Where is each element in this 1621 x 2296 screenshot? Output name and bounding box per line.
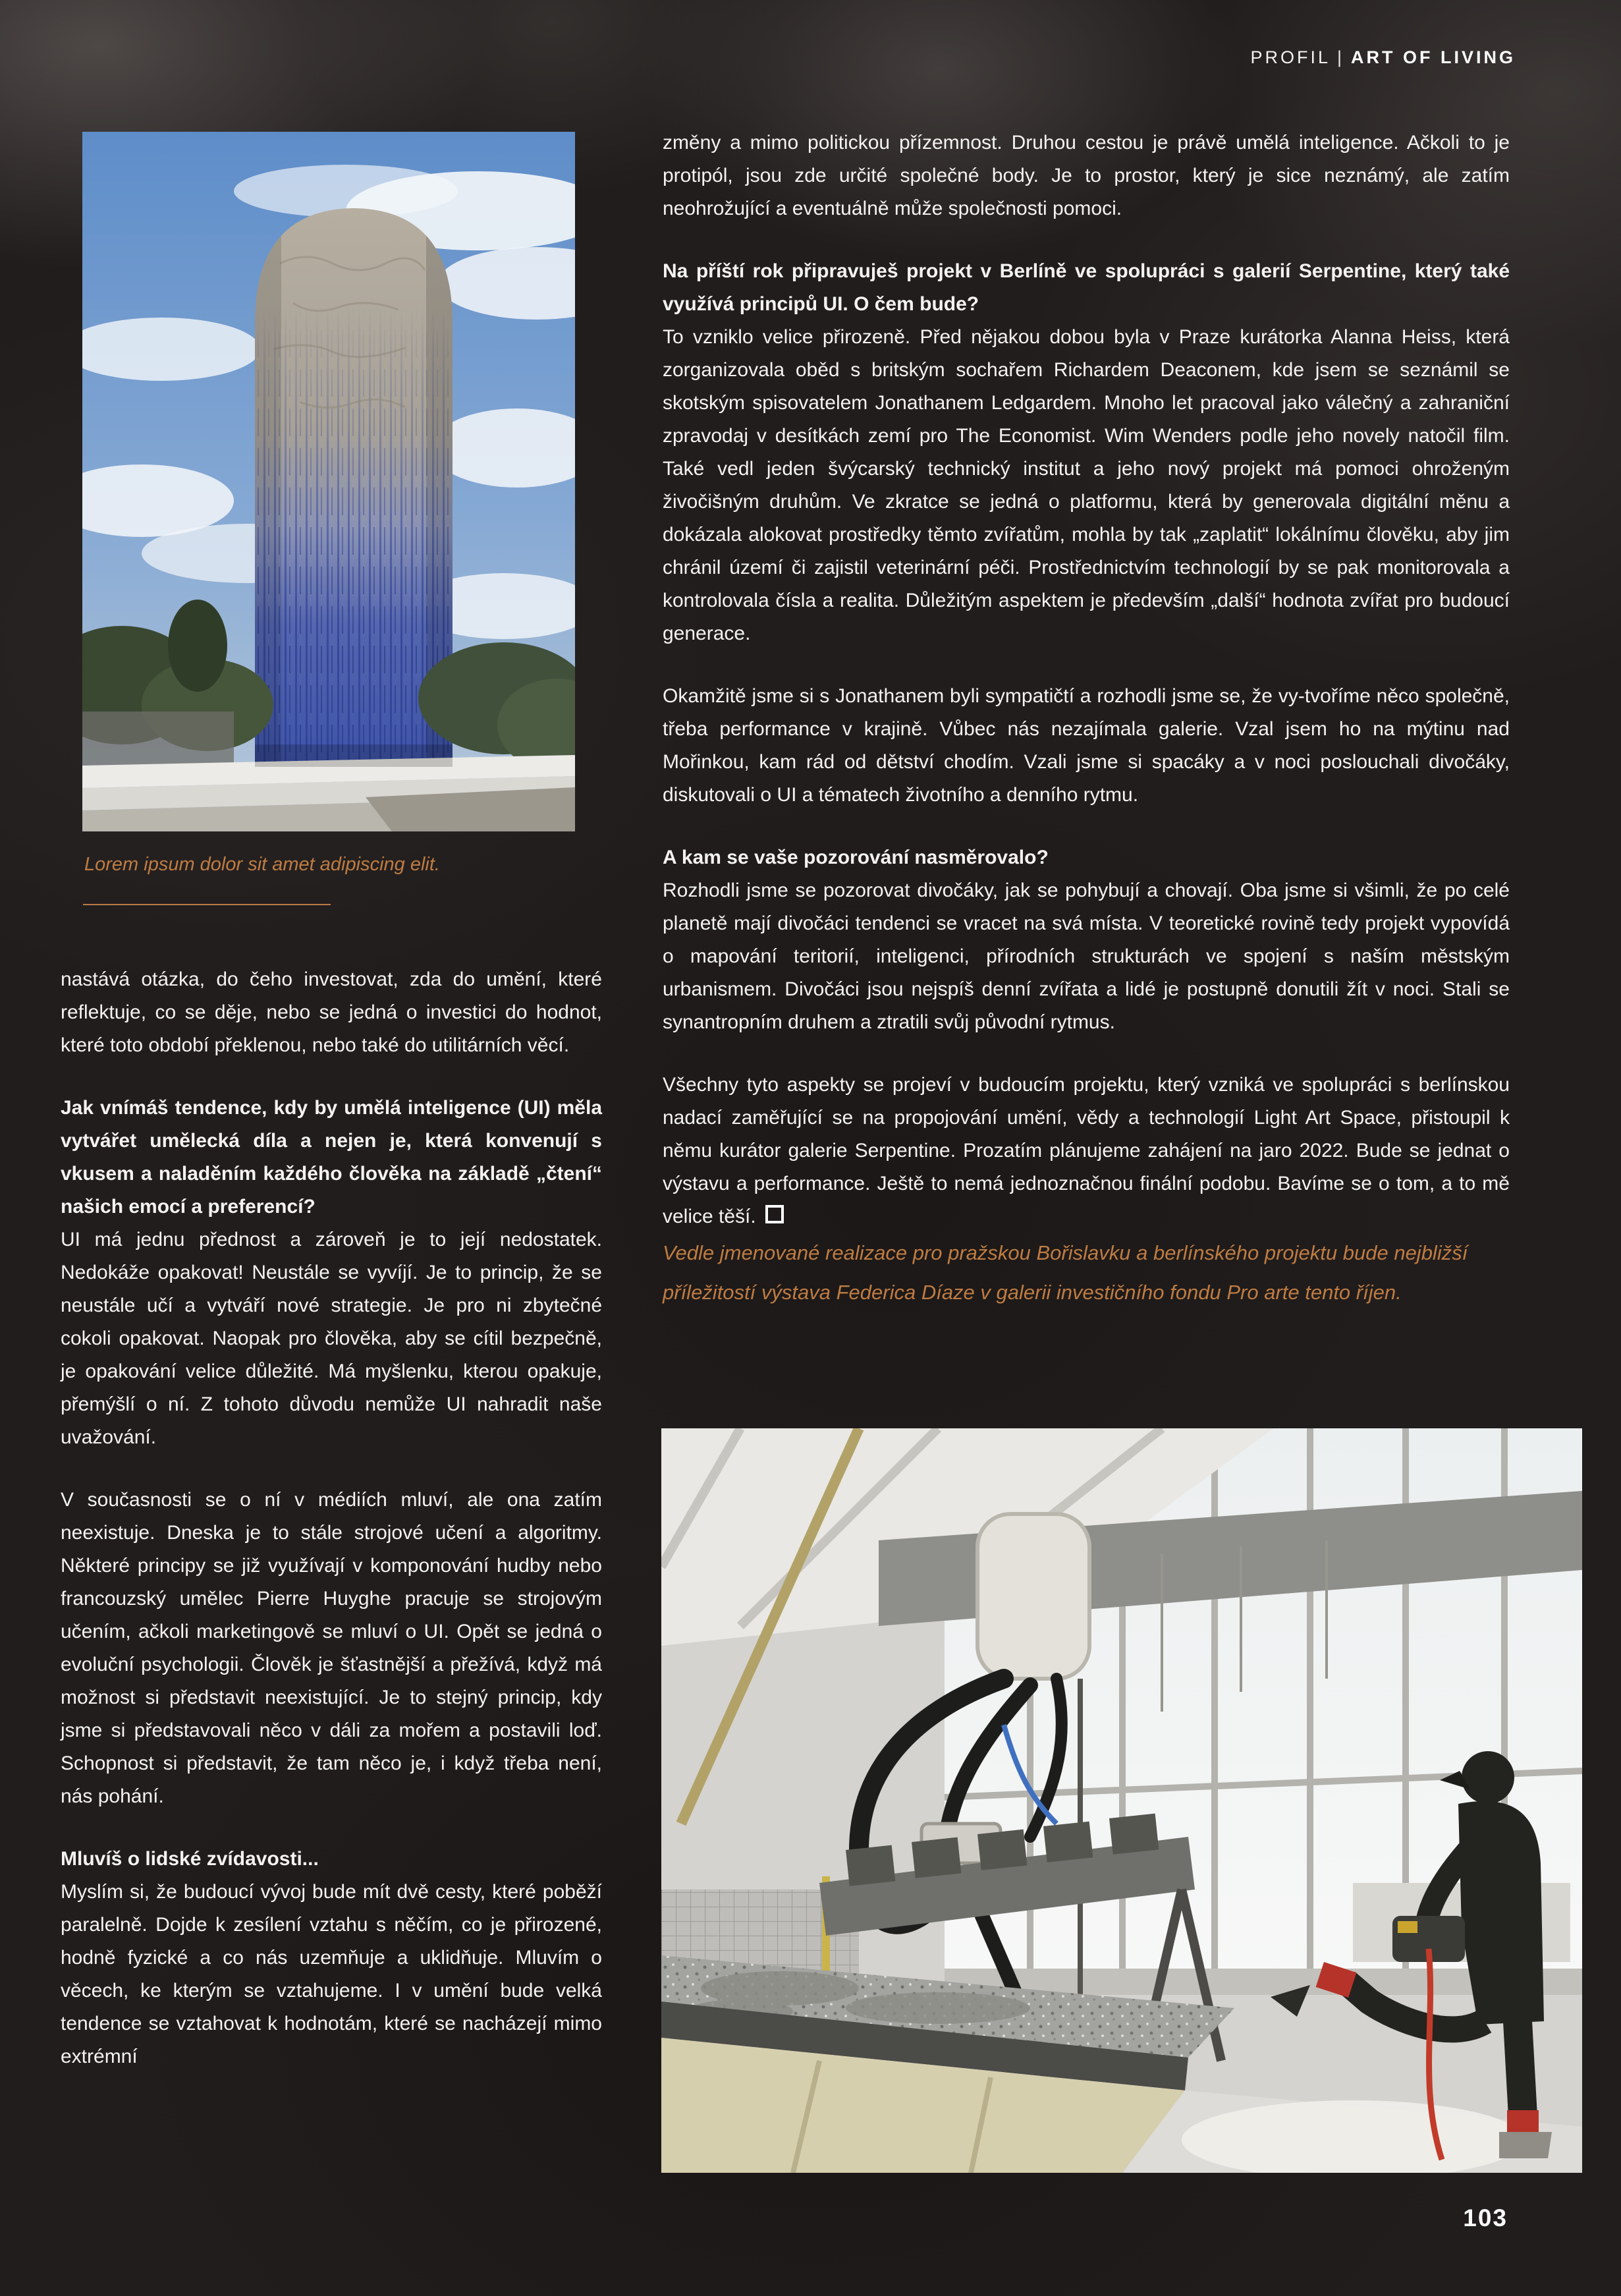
robot-milling-illustration bbox=[661, 1428, 1582, 2173]
interview-question: Na příští rok připravuješ projekt v Berlíně ve spolupráci s galerií Serpentine, který také využívá principů UI. O čem bude? bbox=[663, 260, 1510, 315]
tower-sculpture-photo bbox=[82, 132, 575, 831]
section-label: PROFIL bbox=[1250, 47, 1331, 67]
page-number: 103 bbox=[1463, 2204, 1508, 2231]
interview-question: Jak vnímáš tendence, kdy by umělá inteligence (UI) měla vytvářet umělecká díla a nejen je, která konvenují s vkusem a naladěním každého člověka na základě „čtení“ našich emocí a preferencí? bbox=[61, 1097, 602, 1218]
paragraph bbox=[663, 1069, 1510, 1233]
end-of-article-marker bbox=[765, 1205, 784, 1223]
paragraph: Rozhodli jsme se pozorovat divočáky, jak se pohybují a chovají. Oba jsme si všimli, že po celé planetě mají divočáci tendenci se vracet na svá místa. V teoretické rovině tedy projekt vypovídá o mapování teritorií, inteligenci, přírodních strukturách ve spojení s naším městským urbanismem. Divočáci jsou nejspíš denní zvířata a lidé je postupně donutili žít v noci. Stali se synantropním druhem a ztratili svůj původní rytmus. bbox=[663, 880, 1510, 1033]
fence bbox=[82, 712, 234, 768]
tower-sculpture-illustration bbox=[82, 132, 575, 831]
photo-caption: Lorem ipsum dolor sit amet adipiscing elit. bbox=[84, 854, 440, 875]
red-sock-2 bbox=[1507, 2110, 1539, 2133]
paragraph: Okamžitě jsme si s Jonathanem byli sympatičtí a rozhodli jsme se, že vy-tvoříme něco společně, třeba performance v krajině. Vůbec nás nezajímala galerie. Vzal jsem ho na mýtinu nad Mořinkou, kam rád od dětství chodím. Vzali jsme si spacáky a v noci poslouchali divočáky, diskutovali o UI a tématech životního a denního rytmu. bbox=[663, 685, 1510, 806]
robot-milling-photo bbox=[661, 1428, 1582, 2173]
paragraph: Myslím si, že budoucí vývoj bude mít dvě cesty, které poběží paralelně. Dojde k zesílení vztahu s něčím, co je přirozené, hodně fyzické a co nás uzemňuje a uklidňuje. Mluvím o věcech, ke kterým se vztahujeme. I v umění bude velká tendence se vztahovat k hodnotám, které se nacházejí mimo extrémní bbox=[61, 1881, 602, 2067]
caption-divider-rule bbox=[83, 904, 331, 905]
right-text-column bbox=[663, 126, 1510, 1312]
paragraph: V současnosti se o ní v médiích mluví, ale ona zatím neexistuje. Dneska je to stále strojové učení a algoritmy. Některé principy se již využívají v komponování hudby nebo francouzský umělec Pierre Huyghe pracuje se strojovým učením, ačkoli marketingově se mluví o UI. Opět se jedná o evoluční psychologii. Člověk je šťastnější a přežívá, když má možnost si představit neexistující. Je to stejný princip, kdy jsme si představovali něco v dáli za mořem a postavili loď. Schopnost si představit, že tam něco je, i když třeba není, nás pohání. bbox=[61, 1489, 602, 1807]
paragraph: nastává otázka, do čeho investovat, zda do umění, které reflektuje, co se děje, nebo se jedná o investici do hodnot, které toto období překlenou, nebo také do utilitárních věcí. bbox=[61, 968, 602, 1056]
exhibition-note: Vedle jmenované realizace pro pražskou Bořislavku a berlínského projektu bude nejbližší příležitostí výstava Federica Díaze v galerii investičního fondu Pro arte tento říjen. bbox=[663, 1241, 1468, 1304]
running-header bbox=[1250, 47, 1516, 68]
interview-question: Mluvíš o lidské zvídavosti... bbox=[61, 1848, 319, 1870]
paragraph: UI má jednu přednost a zároveň je to její nedostatek. Nedokáže opakovat! Neustále se vyvíjí. Je to princip, že se neustále učí a vytváří nové strategie. Je pro ni zbytečné cokoli opakovat. Naopak pro člověka, aby se cítil bezpečně, je opakování velice důležité. Má myšlenku, kterou opakuje, přemýšlí o ní. Z tohoto důvodu nemůže UI nahradit naše uvažování. bbox=[61, 1229, 602, 1448]
left-text-column bbox=[61, 963, 602, 2073]
paragraph: To vzniklo velice přirozeně. Před nějakou dobou byla v Praze kurátorka Alanna Heiss, která zorganizovala oběd s britským sochařem Richardem Deaconem, kde jsem se seznámil se skotským spisovatelem Jonathanem Ledgardem. Mnoho let pracoval jako válečný a zahraniční zpravodaj v desítkách zemí pro The Economist. Wim Wenders podle jeho novely natočil film. Také vedl jeden švýcarský technický institut a jeho nový projekt má pomoci ohroženým živočišným druhům. Ve zkratce se jedná o platformu, která by generovala digitální měnu a dokázala alokovat prostředky těmto zvířatům, mohla by tak „zaplatit“ lokálnímu člověku, aby jim chránil území či zajistil veterinární péči. Prostřednictvím technologií by se pak monitorovala a kontrolovala čísla a realita. Důležitým aspektem je především „další“ hodnota zvířat pro budoucí generace. bbox=[663, 326, 1510, 644]
shoe bbox=[1499, 2132, 1552, 2158]
magazine-title: ART OF LIVING bbox=[1351, 47, 1516, 67]
paragraph: změny a mimo politickou přízemnost. Druhou cestou je právě umělá inteligence. Ačkoli to je protipól, jsou zde určité společné body. Je to prostor, který je sice neznámý, ale zatím neohrožující a eventuálně může společnosti pomoci. bbox=[663, 132, 1510, 219]
header-divider: | bbox=[1336, 47, 1344, 67]
paragraph-text: Všechny tyto aspekty se projeví v budoucím projektu, který vzniká ve spolupráci s berlínskou nadací zaměřující se na propojování umění, vědy a technologií Light Art Space, přistoupil k němu kurátor galerie Serpentine. Prozatím plánujeme zahájení na jaro 2022. Bude se jednat o výstavu a performance. Ještě to nemá jednoznačnou finální podobu. Bavíme se o tom, a to mě velice těší. bbox=[663, 1074, 1510, 1227]
interview-question: A kam se vaše pozorování nasměrovalo? bbox=[663, 847, 1049, 868]
